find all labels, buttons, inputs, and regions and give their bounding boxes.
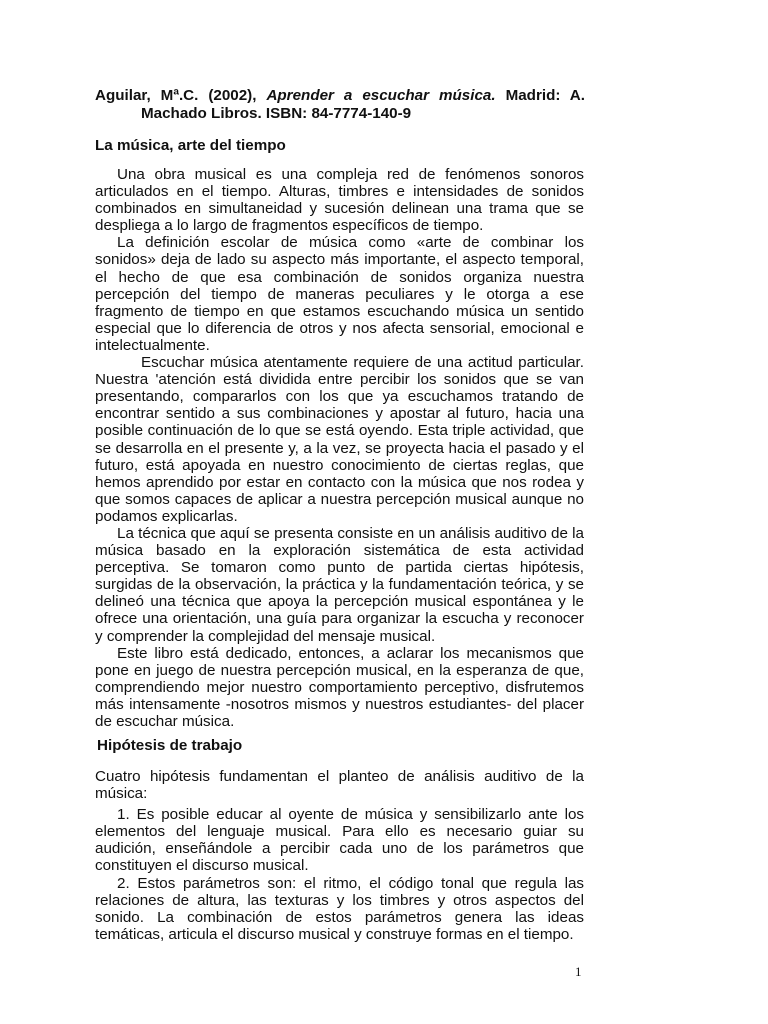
citation-line-1 [95, 87, 585, 105]
hypothesis-item-1: 1. Es posible educar al oyente de música y sensibilizarlo ante los elementos del lenguaje musical. Para ello es necesario guiar su audición, enseñándole a percibir cada uno de los parámetros que constituyen el discurso musical. [95, 806, 584, 875]
citation-place: Madrid: A. [505, 87, 585, 104]
citation-authors: Aguilar, Mª.C. (2002), [95, 87, 257, 104]
section-heading-musica-arte-del-tiempo: La música, arte del tiempo [95, 137, 286, 154]
paragraph-3: Escuchar música atentamente requiere de una actitud particular. Nuestra 'atención está dividida entre percibir los sonidos que se van presentando, compararlos con los que ya escuchamos tratando de encontrar sentido a sus combinaciones y apostar al futuro, hacia una posible continuación de lo que se está oyendo. Esta triple actividad, que se desarrolla en el presente y, a la vez, se proyecta hacia el pasado y el futuro, está apoyada en nuestro conocimiento de ciertas reglas, que hemos aprendido por estar en contacto con la música que nos rodea y que somos capaces de aplicar a nuestra percepción musical aunque no podamos explicarlas. [95, 354, 584, 525]
citation-line-2: Machado Libros. ISBN: 84-7774-140-9 [141, 105, 412, 122]
citation-title: Aprender a escuchar música. [266, 87, 496, 104]
section-2-body [95, 768, 584, 943]
paragraph-5: Este libro está dedicado, entonces, a aclarar los mecanismos que pone en juego de nuestra percepción musical, en la esperanza de que, comprendiendo mejor nuestro comportamiento perceptivo, disfrutemos más intensamente -nosotros mismos y nuestros estudiantes- del placer de escuchar música. [95, 644, 584, 730]
section-1-body [95, 166, 584, 730]
hypotheses-intro: Cuatro hipótesis fundamentan el planteo de análisis auditivo de la música: [95, 768, 584, 803]
paragraph-2: La definición escolar de música como «arte de combinar los sonidos» deja de lado su aspecto más importante, el aspecto temporal, el hecho de que esa combinación de sonidos organiza nuestra percepción del tiempo de maneras peculiares y le otorga a ese fragmento de tiempo en que estamos escuchando música un sentido especial que lo diferencia de otros y nos afecta sensorial, emocional e intelectualmente. [95, 234, 584, 354]
paragraph-1: Una obra musical es una compleja red de fenómenos sonoros articulados en el tiempo. Alturas, timbres e intensidades de sonidos combinados en simultaneidad y sucesión delinean una trama que se despliega a lo largo de fragmentos específicos de tiempo. [95, 166, 584, 235]
paragraph-4: La técnica que aquí se presenta consiste en un análisis auditivo de la música basado en la exploración sistemática de esta actividad perceptiva. Se tomaron como punto de partida ciertas hipótesis, surgidas de la observación, la práctica y la fundamentación teórica, y se delineó una técnica que apoya la percepción musical espontánea y le ofrece una orientación, una guía para organizar la escucha y reconocer y comprender la complejidad del mensaje musical. [95, 524, 584, 645]
bibliographic-citation [95, 87, 585, 123]
page-number: 1 [575, 964, 582, 979]
section-heading-hipotesis-de-trabajo: Hipótesis de trabajo [97, 737, 243, 754]
hypothesis-item-2: 2. Estos parámetros son: el ritmo, el código tonal que regula las relaciones de altura, las texturas y los timbres y otros aspectos del sonido. La combinación de estos parámetros genera las ideas temáticas, articula el discurso musical y construye formas en el tiempo. [95, 874, 584, 943]
